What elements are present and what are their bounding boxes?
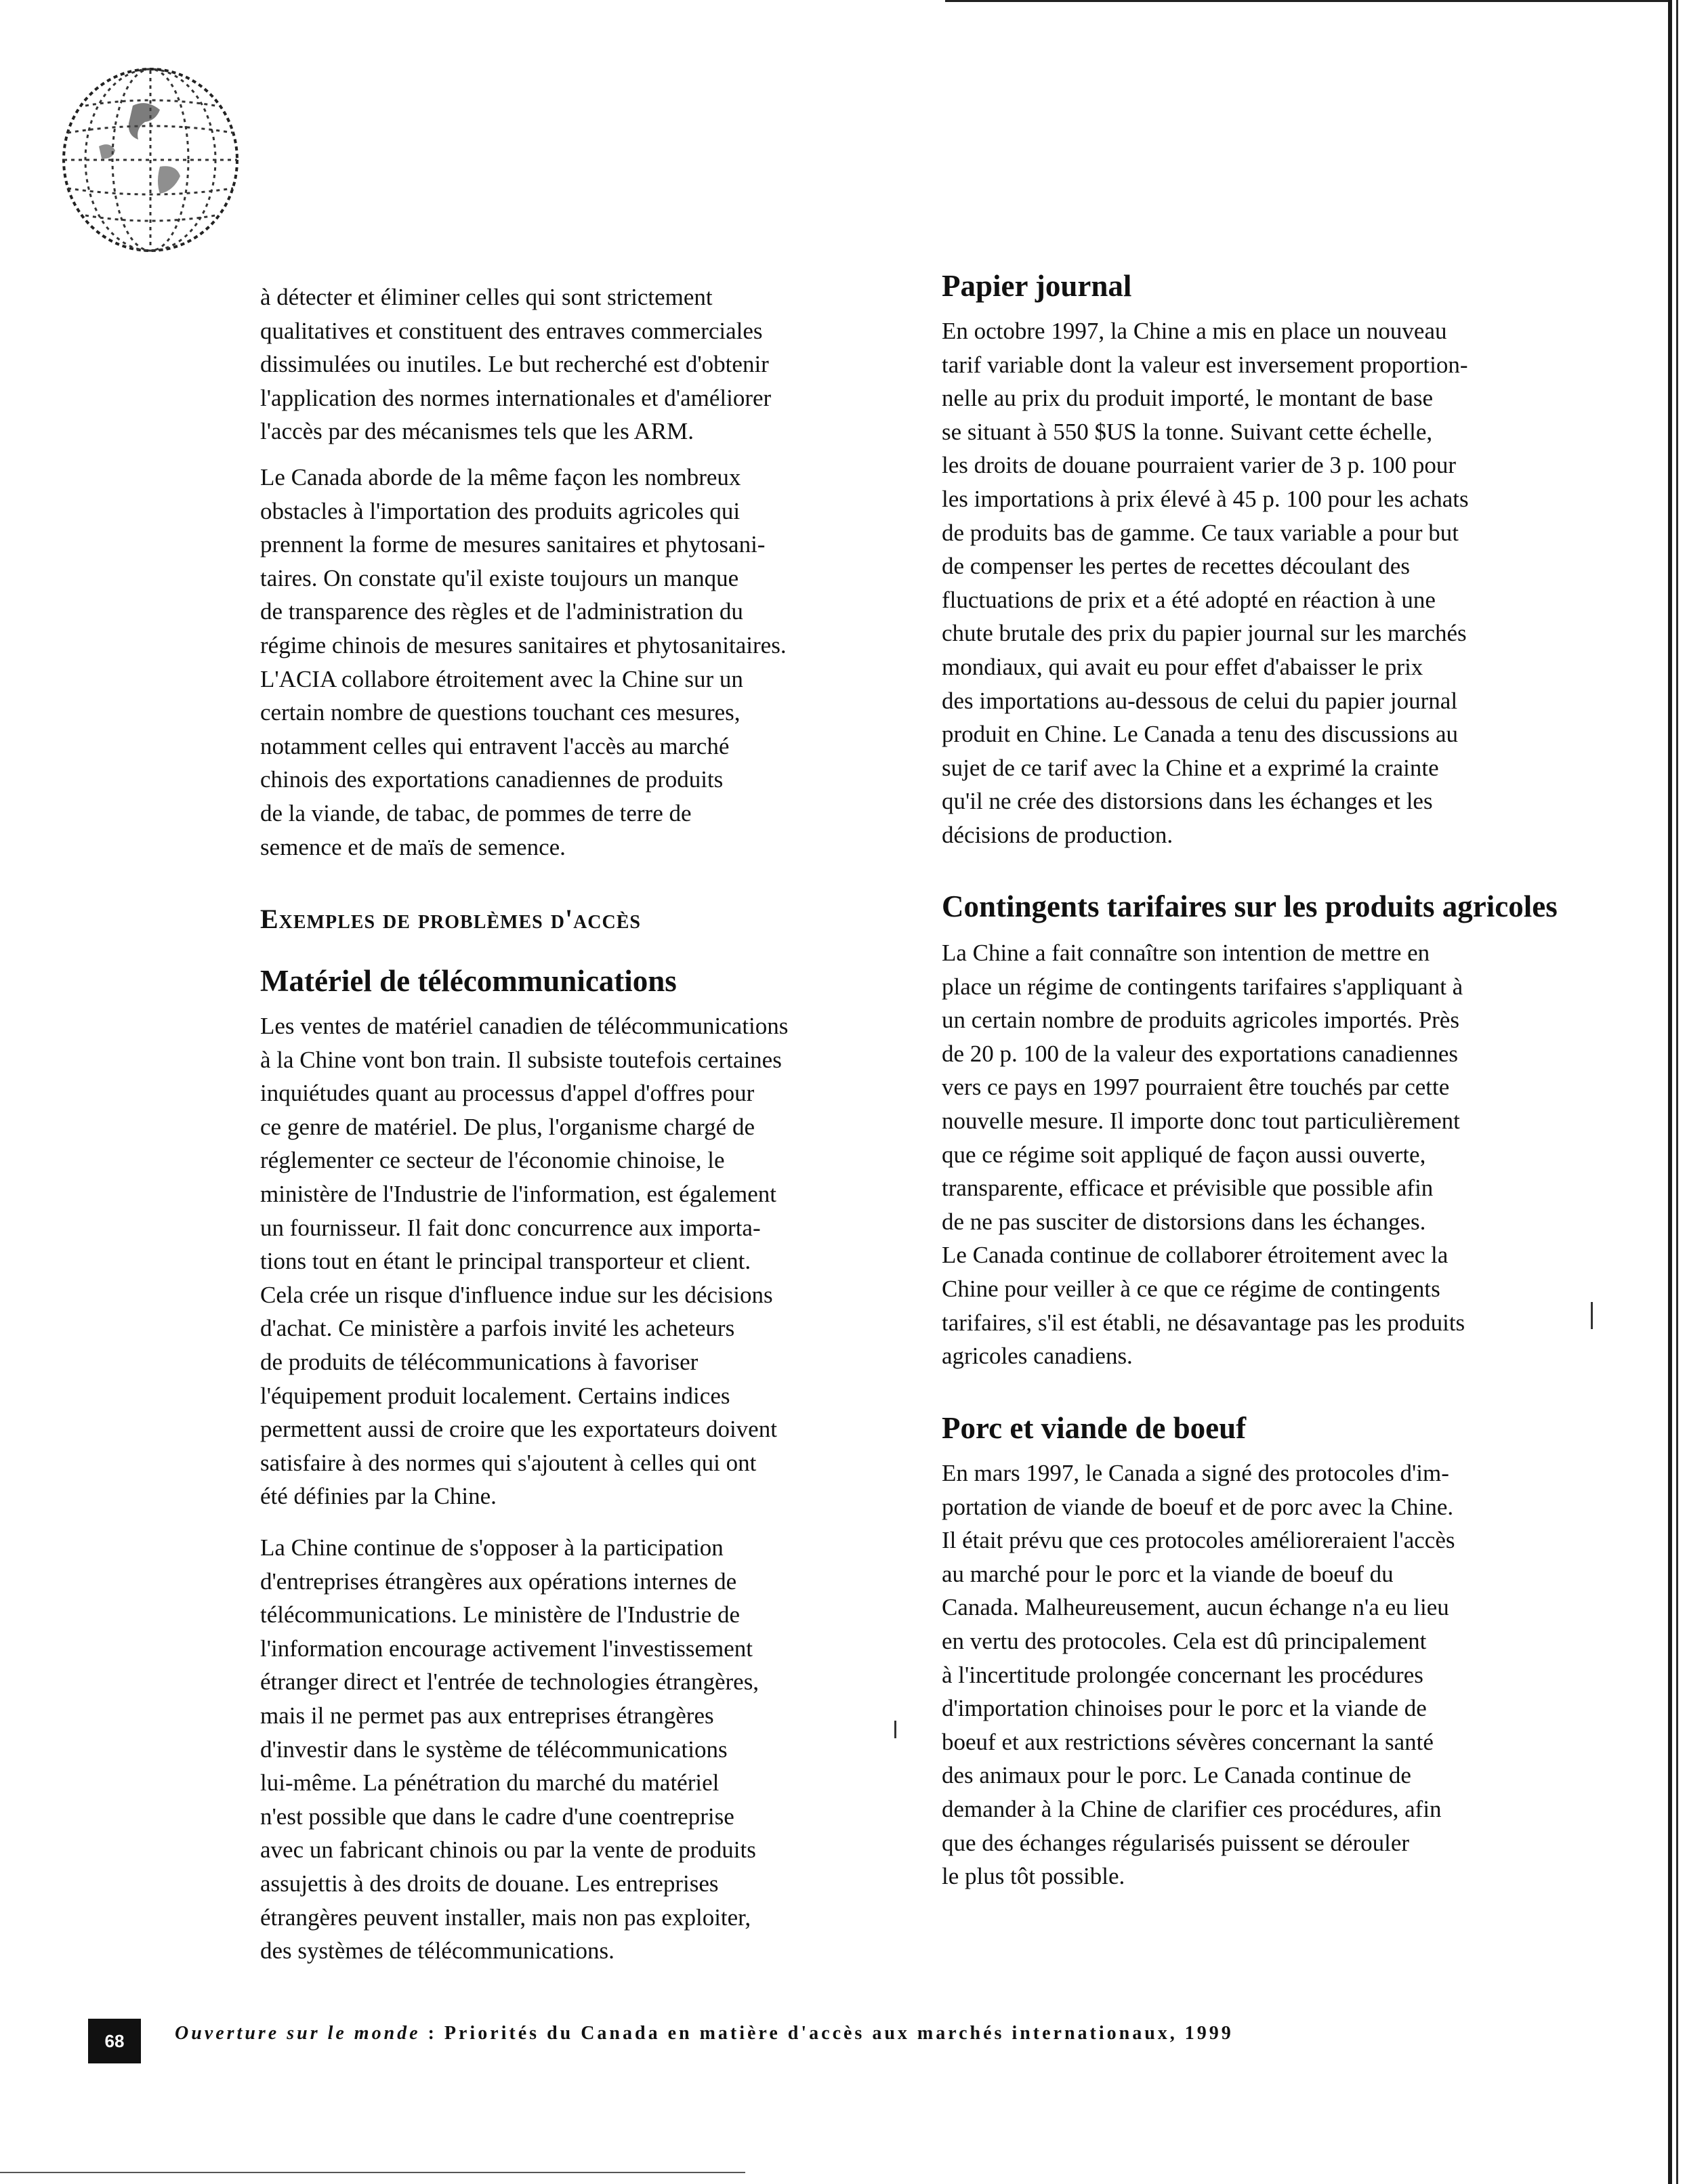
footer-title-rest: : Priorités du Canada en matière d'accès aux marchés internationaux, 1999: [420, 2023, 1234, 2044]
papier-heading: Papier journal: [942, 269, 1132, 303]
scan-speck: [894, 1721, 896, 1738]
section-heading: Exemples de problèmes d'accès: [260, 904, 641, 934]
paragraph-contingents: La Chine a fait connaître son intention de mettre en place un régime de contingents tarifaires s'appliquant à un certain nombre de produits agricoles importés. Près de 20 p. 100 de la valeur des exportations canadiennes vers ce pays en 1997 pourraient être touchés par cette nouvelle mesure. Il importe donc tout particulièrement que ce régime soit appliqué de façon aussi ouverte, transparente, efficace et prévisible que possible afin de ne pas susciter de distorsions dans les échanges. Le Canada continue de collaborer étroitement avec la Chine pour veiller à ce que ce régime de contingents tarifaires, s'il est établi, ne désavantage pas les produits agricoles canadiens.: [942, 940, 1465, 1370]
footer-title-italic: Ouverture sur le monde: [175, 2023, 421, 2044]
paragraph-porc: En mars 1997, le Canada a signé des protocoles d'im- portation de viande de boeuf et de porc avec la Chine. Il était prévu que ces protocoles amélioreraient l'accès au marché pour le porc et la viande de boeuf du Canada. Malheureusement, aucun échange n'a eu lieu en vertu des protocoles. Cela est dû principalement à l'incertitude prolongée concernant les procédures d'importation chinoises pour le porc et la viande de boeuf et aux restrictions sévères concernant la santé des animaux pour le porc. Le Canada continue de demander à la Chine de clarifier ces procédures, afin que des échanges régularisés puissent se dérouler le plus tôt possible.: [942, 1460, 1455, 1890]
page-number: 68: [88, 2019, 141, 2063]
scan-speck: [1591, 1302, 1593, 1329]
paragraph-sps-obstacles: Le Canada aborde de la même façon les nombreux obstacles à l'importation des produits agricoles qui prennent la forme de mesures sanitaires et phytosani- taires. On constate qu'il existe toujours un manque de transparence des règles et de l'administration du régime chinois de mesures sanitaires et phytosanitaires. L'ACIA collabore étroitement avec la Chine sur un certain nombre de questions touchant ces mesures, notamment celles qui entravent l'accès au marché chinois des exportations canadiennes de produits de la viande, de tabac, de pommes de terre de semence et de maïs de semence.: [260, 464, 787, 860]
paragraph-telecom-operations: La Chine continue de s'opposer à la participation d'entreprises étrangères aux opérations internes de télécommunications. Le ministère de l'Industrie de l'information encourage activement l'investissement étranger direct et l'entrée de technologies étrangères, mais il ne permet pas aux entreprises étrangères d'investir dans le système de télécommunications lui-même. La pénétration du marché du matériel n'est possible que dans le cadre d'une coentreprise avec un fabricant chinois ou par la vente de produits assujettis à des droits de douane. Les entreprises étrangères peuvent installer, mais non pas exploiter, des systèmes de télécommunications.: [260, 1534, 759, 1965]
scan-edge-right: [1668, 0, 1672, 2184]
porc-heading: Porc et viande de boeuf: [942, 1411, 1247, 1445]
paragraph-papier: En octobre 1997, la Chine a mis en place un nouveau tarif variable dont la valeur est inversement proportion- nelle au prix du produit importé, le montant de base se situant à 550 $US la tonne. Suivant cette échelle, les droits de douane pourraient varier de 3 p. 100 pour les importations à prix élevé à 45 p. 100 pour les achats de produits bas de gamme. Ce taux variable a pour but de compenser les pertes de recettes découlant des fluctuations de prix et a été adopté en réaction à une chute brutale des prix du papier journal sur les marchés mondiaux, qui avait eu pour effet d'abaisser le prix des importations au-dessous de celui du papier journal produit en Chine. Le Canada a tenu des discussions au sujet de ce tarif avec la Chine et a exprimé la crainte qu'il ne crée des distorsions dans les échanges et les décisions de production.: [942, 318, 1469, 848]
page-footer: [88, 2019, 1646, 2066]
scan-edge-bottom: [0, 2172, 745, 2173]
scan-edge-top: [945, 0, 1670, 2]
telecom-heading: Matériel de télécommunications: [260, 964, 677, 998]
footer-title: [175, 2023, 1234, 2044]
paragraph-telecom-sales: Les ventes de matériel canadien de télécommunications à la Chine vont bon train. Il subsiste toutefois certaines inquiétudes quant au processus d'appel d'offres pour ce genre de matériel. De plus, l'organisme chargé de réglementer ce secteur de l'économie chinoise, le ministère de l'Industrie de l'information, est également un fournisseur. Il fait donc concurrence aux importa- tions tout en étant le principal transporteur et client. Cela crée un risque d'influence indue sur les décisions d'achat. Ce ministère a parfois invité les acheteurs de produits de télécommunications à favoriser l'équipement produit localement. Certains indices permettent aussi de croire que les exportateurs doivent satisfaire à des normes qui s'ajoutent à celles qui ont été définies par la Chine.: [260, 1013, 789, 1510]
globe-icon: [58, 65, 243, 255]
scan-edge-right-inner: [1676, 0, 1678, 2184]
contingents-heading: Contingents tarifaires sur les produits agricoles: [942, 889, 1558, 923]
paragraph-sps-intro: à détecter et éliminer celles qui sont strictement qualitatives et constituent des entraves commerciales dissimulées ou inutiles. Le but recherché est d'obtenir l'application des normes internationales et d'améliorer l'accès par des mécanismes tels que les ARM.: [260, 284, 772, 445]
